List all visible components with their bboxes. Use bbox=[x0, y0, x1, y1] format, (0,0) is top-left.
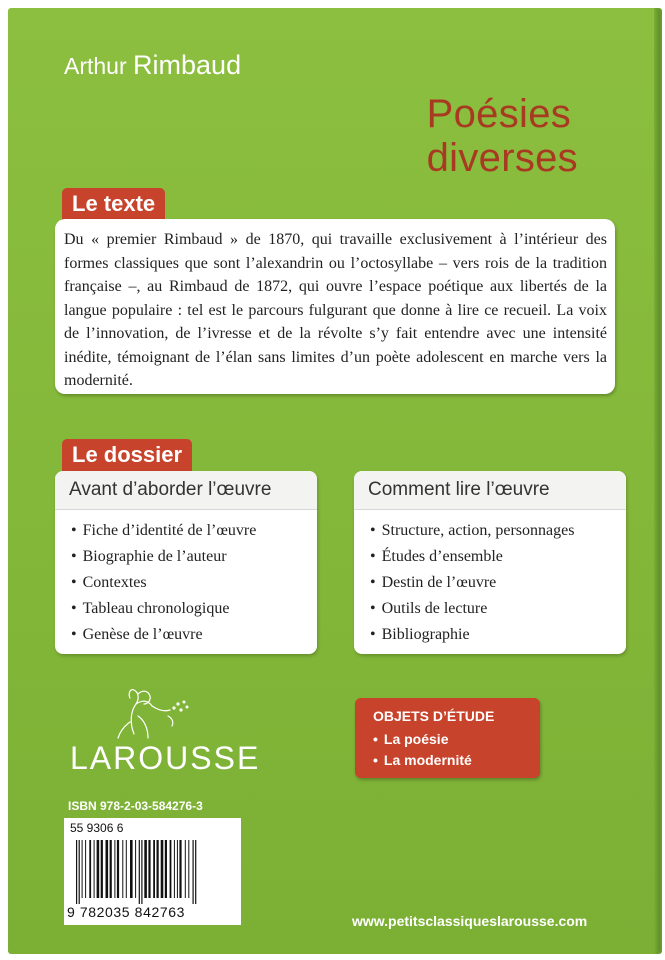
dossier-panel-reading bbox=[354, 471, 626, 654]
barcode-bar bbox=[195, 840, 196, 904]
book-title-line-2: diverses bbox=[426, 136, 578, 180]
barcode-bar bbox=[174, 840, 175, 898]
section-label-texte: Le texte bbox=[62, 188, 165, 220]
list-item: • Genèse de l’œuvre bbox=[71, 622, 317, 648]
barcode-bar bbox=[126, 840, 127, 898]
dossier-panel-before-list bbox=[55, 510, 317, 648]
objets-etude-title: OBJETS D’ÉTUDE bbox=[373, 708, 495, 724]
list-item: • Contextes bbox=[71, 570, 317, 596]
list-item: • Bibliographie bbox=[370, 622, 626, 648]
objets-etude-list bbox=[373, 729, 472, 771]
dossier-panel-reading-list bbox=[354, 510, 626, 648]
barcode-bar bbox=[110, 840, 112, 898]
objets-etude-box bbox=[355, 698, 540, 778]
barcode-bar bbox=[79, 840, 80, 904]
list-item: • Outils de lecture bbox=[370, 596, 626, 622]
barcode-bar bbox=[89, 840, 91, 898]
dossier-panel-before-heading: Avant d’aborder l’œuvre bbox=[55, 471, 317, 510]
list-item: • La poésie bbox=[373, 729, 472, 750]
barcode-top-code: 55 9306 6 bbox=[70, 821, 124, 835]
barcode-bar bbox=[94, 840, 95, 898]
isbn-number: ISBN 978-2-03-584276-3 bbox=[68, 799, 203, 813]
list-item: • Études d’ensemble bbox=[370, 544, 626, 570]
barcode-bar bbox=[153, 840, 155, 898]
barcode-bar bbox=[85, 840, 86, 898]
barcode-bar bbox=[185, 840, 186, 898]
barcode-bar bbox=[122, 840, 123, 898]
barcode-bar bbox=[165, 840, 167, 898]
dossier-panel-before bbox=[55, 471, 317, 654]
sower-icon bbox=[108, 676, 206, 746]
barcode-bar bbox=[161, 840, 164, 898]
barcode-bar bbox=[144, 840, 147, 898]
list-item: • Destin de l’œuvre bbox=[370, 570, 626, 596]
barcode-bar bbox=[188, 840, 189, 898]
barcode-digits: 9 782035 842763 bbox=[67, 904, 185, 920]
barcode-bar bbox=[179, 840, 181, 898]
barcode-bar bbox=[82, 840, 83, 898]
barcode-bar bbox=[114, 840, 115, 898]
barcode-bar bbox=[177, 840, 178, 898]
barcode-bar bbox=[76, 840, 77, 904]
list-item: • Tableau chronologique bbox=[71, 596, 317, 622]
barcode bbox=[64, 818, 241, 925]
publisher-logo-text: LAROUSSE bbox=[70, 740, 261, 776]
book-back-cover bbox=[8, 8, 660, 954]
list-item: • Structure, action, personnages bbox=[370, 518, 626, 544]
barcode-bar bbox=[97, 840, 100, 898]
barcode-bar bbox=[148, 840, 150, 898]
barcode-bar bbox=[157, 840, 159, 898]
author-name bbox=[64, 50, 241, 81]
barcode-bar bbox=[117, 840, 119, 898]
barcode-bar bbox=[139, 840, 140, 904]
list-item: • La modernité bbox=[373, 750, 472, 771]
barcode-bar bbox=[130, 840, 133, 898]
barcode-bars bbox=[74, 840, 232, 904]
list-item: • Fiche d’identité de l’œuvre bbox=[71, 518, 317, 544]
barcode-bar bbox=[106, 840, 109, 898]
list-item: • Biographie de l’auteur bbox=[71, 544, 317, 570]
barcode-bar bbox=[135, 840, 136, 898]
website-url: www.petitsclassiqueslarousse.com bbox=[352, 913, 588, 929]
book-title-line-1: Poésies bbox=[426, 92, 572, 136]
barcode-bar bbox=[101, 840, 103, 898]
cover-edge bbox=[654, 8, 660, 954]
author-last-name: Rimbaud bbox=[133, 50, 242, 80]
dossier-panel-reading-heading: Comment lire l’œuvre bbox=[354, 471, 626, 510]
section-label-dossier: Le dossier bbox=[62, 439, 192, 471]
book-title bbox=[427, 92, 578, 180]
barcode-bar bbox=[141, 840, 142, 904]
author-first-name: Arthur bbox=[64, 53, 127, 79]
text-summary: Du « premier Rimbaud » de 1870, qui travaille exclusivement à l’intérieur des formes classiques que sont l’alexandrin ou l’octosyllabe – vers rois de la tradition française –, au Rimbaud de 1872, qui ouvre l’espace poétique aux libertés de la langue populaire : tel est le parcours fulgurant que donne à lire ce recueil. La voix de l’innovation, de l’ivresse et de la révolte s’y fait entendre avec une intensité inédite, témoignant de l’élan sans limites d’un poète adolescent en marche vers la modernité. bbox=[64, 231, 607, 389]
barcode-bar bbox=[193, 840, 194, 904]
barcode-bar bbox=[170, 840, 172, 898]
